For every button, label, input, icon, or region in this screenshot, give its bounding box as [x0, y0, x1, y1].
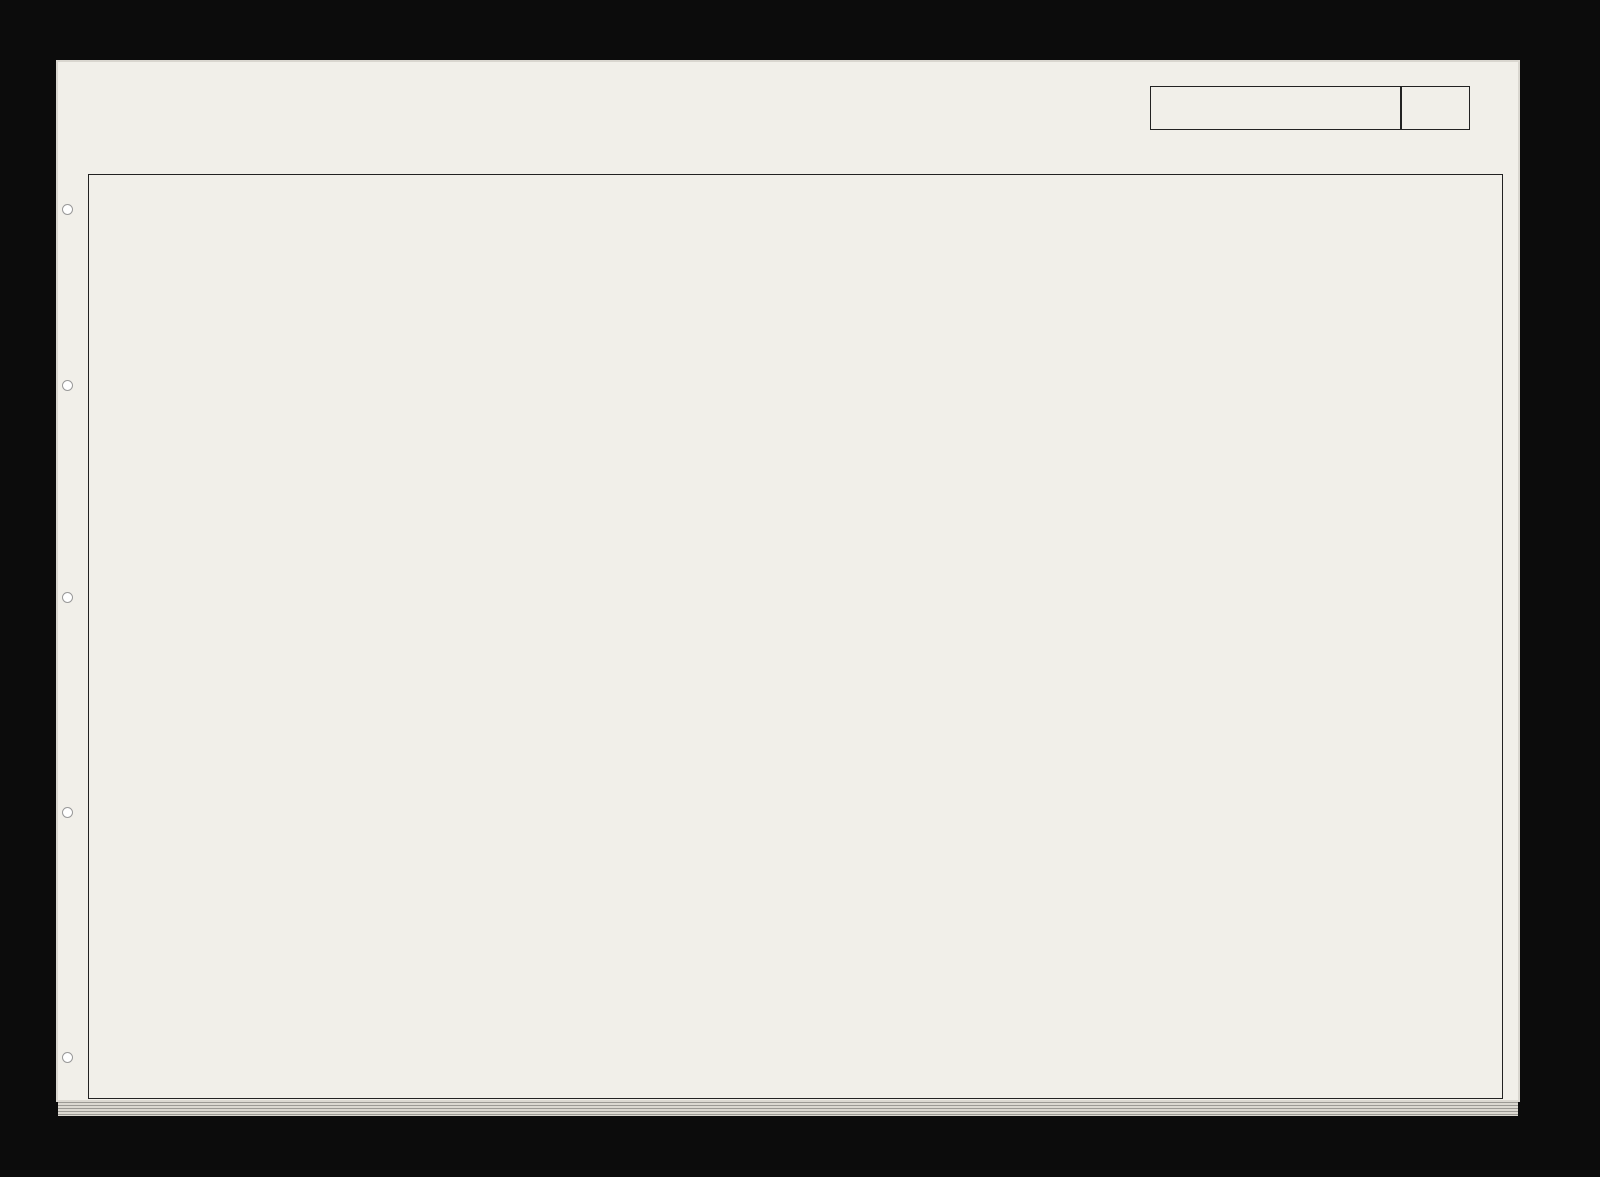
census-table [88, 174, 1503, 1099]
census-sheet [58, 62, 1518, 1100]
punch-hole [62, 807, 73, 818]
table-rules [89, 175, 1504, 1100]
sheet-box [1400, 86, 1470, 130]
punch-hole [62, 592, 73, 603]
district-box [1150, 86, 1402, 130]
punch-hole [62, 380, 73, 391]
page-edge [58, 1100, 1518, 1116]
punch-hole [62, 1052, 73, 1063]
punch-hole [62, 204, 73, 215]
